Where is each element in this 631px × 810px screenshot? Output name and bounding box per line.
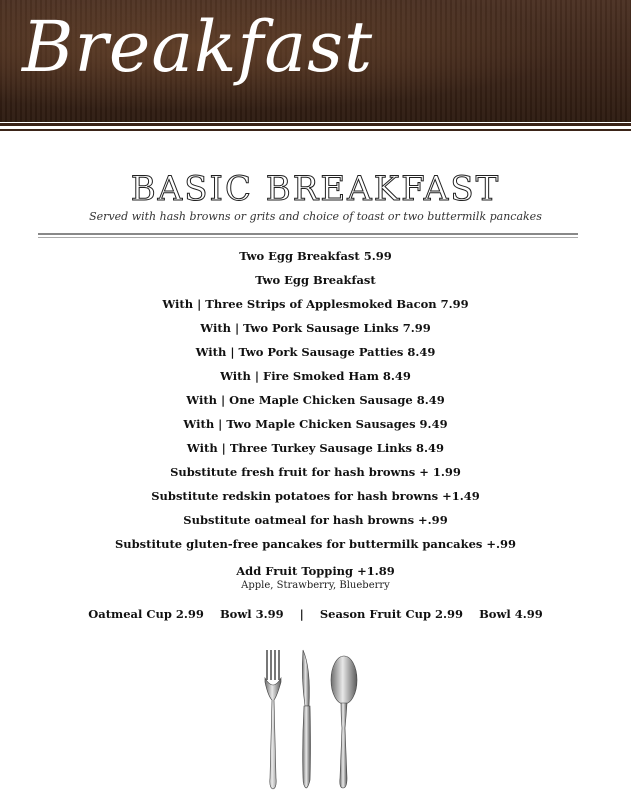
banner-divider-thin: [0, 129, 631, 131]
menu-item: Substitute redskin potatoes for hash browns +1.49: [151, 489, 480, 503]
header-banner: [0, 0, 631, 122]
spoon-icon: [331, 656, 357, 788]
menu-item: Substitute oatmeal for hash browns +.99: [183, 513, 448, 527]
sides-row: [0, 605, 631, 623]
fruit-cup-price: Season Fruit Cup 2.99: [319, 607, 464, 621]
menu-item: Two Egg Breakfast 5.99: [239, 249, 392, 263]
menu-item: With | Fire Smoked Ham 8.49: [220, 369, 411, 383]
section-rule: [38, 233, 578, 235]
oatmeal-cup-price: Oatmeal Cup 2.99: [88, 607, 204, 621]
section-rule-thin: [38, 237, 578, 238]
section-title: BASIC BREAKFAST: [130, 169, 501, 209]
fork-icon: [265, 650, 281, 789]
knife-icon: [302, 650, 310, 788]
menu-item: Two Egg Breakfast: [255, 273, 376, 287]
menu-items: [0, 246, 631, 558]
menu-item: With | One Maple Chicken Sausage 8.49: [186, 393, 445, 407]
topping-options: Apple, Strawberry, Blueberry: [241, 580, 390, 591]
menu-item: Substitute fresh fruit for hash browns + 1.99: [170, 465, 461, 479]
menu-item: Substitute gluten-free pancakes for buttermilk pancakes +.99: [114, 537, 517, 551]
fruit-bowl-price: Bowl 4.99: [479, 607, 543, 621]
banner-title: Breakfast: [22, 6, 374, 88]
menu-item: With | Two Maple Chicken Sausages 9.49: [183, 417, 448, 431]
menu-item: With | Three Strips of Applesmoked Bacon 7.99: [162, 297, 469, 311]
cutlery-icon: [255, 648, 375, 798]
menu-item: With | Two Pork Sausage Links 7.99: [200, 321, 431, 335]
banner-divider: [0, 123, 631, 126]
topping-title: Add Fruit Topping +1.89: [236, 564, 395, 578]
menu-item: With | Three Turkey Sausage Links 8.49: [186, 441, 445, 455]
oatmeal-bowl-price: Bowl 3.99: [219, 607, 284, 621]
section-subtitle: Served with hash browns or grits and choice of toast or two buttermilk pancakes: [89, 210, 542, 223]
menu-item: With | Two Pork Sausage Patties 8.49: [195, 345, 436, 359]
sides-separator: |: [299, 607, 304, 621]
fruit-topping: [0, 562, 631, 592]
